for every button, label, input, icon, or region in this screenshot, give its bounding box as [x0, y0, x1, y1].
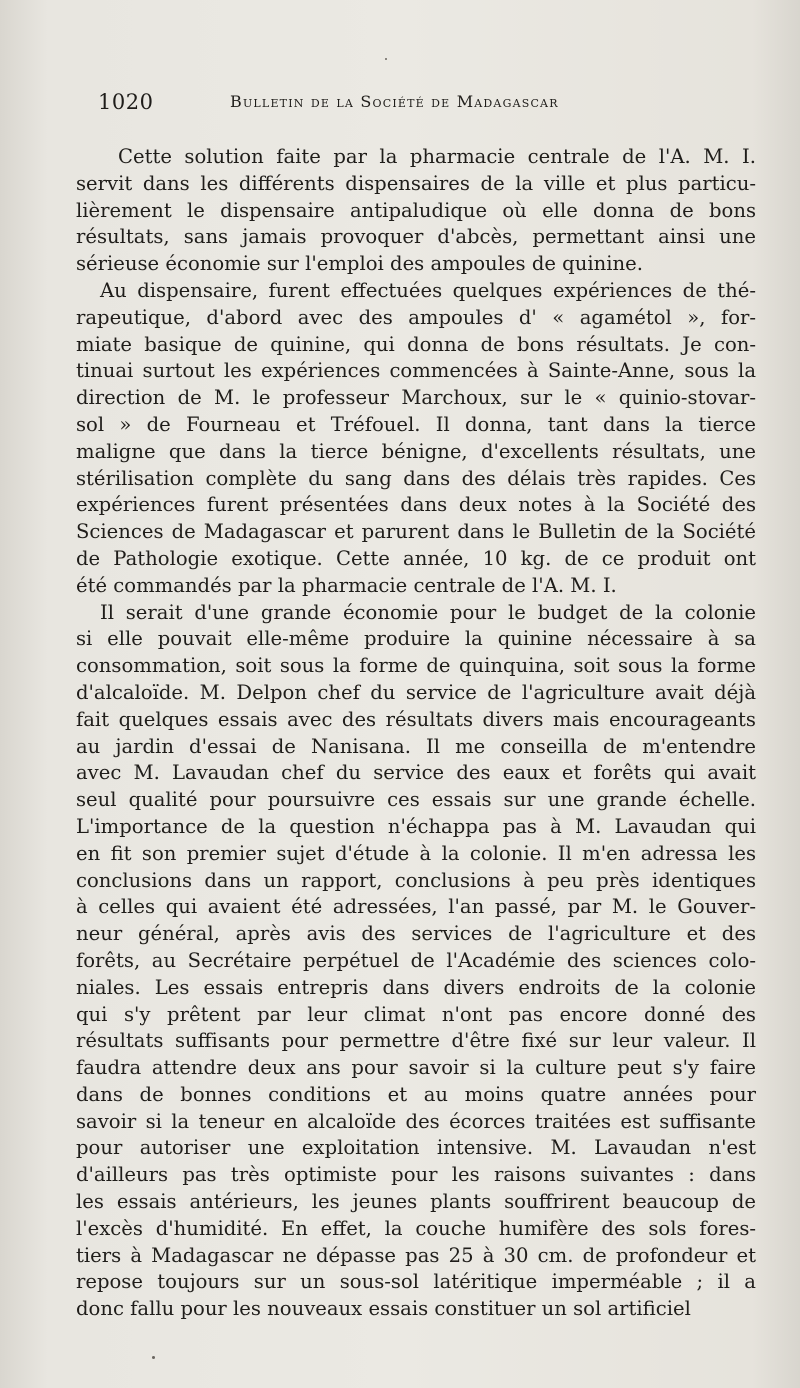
text-line: forêts, au Secrétaire perpétuel de l'Académie des sciences colo-	[76, 948, 756, 972]
text-line: seul qualité pour poursuivre ces essais sur une grande échelle.	[76, 788, 756, 812]
text-line: Au dispensaire, furent effectuées quelques expériences de thé-	[100, 278, 756, 302]
text-line: été commandés par la pharmacie centrale de l'A. M. I.	[76, 573, 617, 597]
text-line: Cette solution faite par la pharmacie centrale de l'A. M. I.	[118, 145, 756, 168]
text-line: de Pathologie exotique. Cette année, 10 kg. de ce produit ont	[76, 546, 756, 570]
text-line: tiers à Madagascar ne dépasse pas 25 à 30 cm. de profondeur et	[76, 1243, 756, 1267]
paper-speck	[385, 58, 387, 60]
text-line: qui s'y prêtent par leur climat n'ont pas encore donné des	[76, 1002, 756, 1026]
text-line: rapeutique, d'abord avec des ampoules d' « agamétol », for-	[76, 305, 756, 329]
text-line: neur général, après avis des services de l'agriculture et des	[76, 922, 756, 946]
text-line: à celles qui avaient été adressées, l'an passé, par M. le Gouver-	[76, 895, 756, 919]
text-line: si elle pouvait elle-même produire la quinine nécessaire à sa	[76, 627, 756, 651]
text-line: résultats suffisants pour permettre d'être fixé sur leur valeur. Il	[76, 1029, 756, 1053]
text-line: maligne que dans la tierce bénigne, d'excellents résultats, une	[76, 439, 756, 463]
text-line: en fit son premier sujet d'étude à la colonie. Il m'en adressa les	[76, 841, 756, 865]
text-line: miate basique de quinine, qui donna de bons résultats. Je con-	[76, 332, 756, 356]
text-line: faudra attendre deux ans pour savoir si la culture peut s'y faire	[76, 1056, 756, 1080]
text-line: stérilisation complète du sang dans des délais très rapides. Ces	[76, 466, 756, 490]
text-line: savoir si la teneur en alcaloïde des écorces traitées est suffisante	[76, 1109, 756, 1133]
text-line: sol » de Fourneau et Tréfouel. Il donna, tant dans la tierce	[76, 412, 756, 436]
text-line: dans de bonnes conditions et au moins quatre années pour	[76, 1082, 756, 1106]
page-number: 1020	[98, 90, 154, 114]
running-title: Bulletin de la Société de Madagascar	[230, 92, 559, 111]
text-line: Sciences de Madagascar et parurent dans le Bulletin de la Société	[76, 520, 756, 544]
text-line: pour autoriser une exploitation intensive. M. Lavaudan n'est	[76, 1136, 756, 1160]
text-line: niales. Les essais entrepris dans divers endroits de la colonie	[76, 975, 756, 999]
paper-speck	[152, 1356, 155, 1359]
text-line: résultats, sans jamais provoquer d'abcès, permettant ainsi une	[76, 225, 756, 249]
text-line: direction de M. le professeur Marchoux, sur le « quinio-stovar-	[76, 386, 756, 410]
text-line: d'ailleurs pas très optimiste pour les raisons suivantes : dans	[76, 1163, 756, 1187]
text-line: d'alcaloïde. M. Delpon chef du service de l'agriculture avait déjà	[76, 680, 756, 704]
text-line: au jardin d'essai de Nanisana. Il me conseilla de m'entendre	[76, 734, 756, 758]
text-line: consommation, soit sous la forme de quinquina, soit sous la forme	[76, 654, 756, 678]
text-line: les essais antérieurs, les jeunes plants souffrirent beaucoup de	[76, 1190, 756, 1214]
text-line: donc fallu pour les nouveaux essais constituer un sol artificiel	[76, 1297, 691, 1321]
body-text	[76, 144, 756, 1323]
text-line: sérieuse économie sur l'emploi des ampoules de quinine.	[76, 252, 643, 276]
text-line: lièrement le dispensaire antipaludique où elle donna de bons	[76, 198, 756, 222]
text-line: repose toujours sur un sous-sol latéritique imperméable ; il a	[76, 1270, 756, 1294]
text-line: servit dans les différents dispensaires de la ville et plus particu-	[76, 171, 756, 195]
text-line: Il serait d'une grande économie pour le budget de la colonie	[100, 600, 756, 624]
page-header	[98, 90, 758, 120]
text-line: avec M. Lavaudan chef du service des eaux et forêts qui avait	[76, 761, 756, 785]
text-line: fait quelques essais avec des résultats divers mais encourageants	[76, 707, 756, 731]
text-line: L'importance de la question n'échappa pas à M. Lavaudan qui	[76, 814, 756, 838]
text-line: conclusions dans un rapport, conclusions à peu près identiques	[76, 868, 756, 892]
text-line: expériences furent présentées dans deux notes à la Société des	[76, 493, 756, 517]
text-line: l'excès d'humidité. En effet, la couche humifère des sols fores-	[76, 1216, 756, 1240]
text-line: tinuai surtout les expériences commencées à Sainte-Anne, sous la	[76, 359, 756, 383]
